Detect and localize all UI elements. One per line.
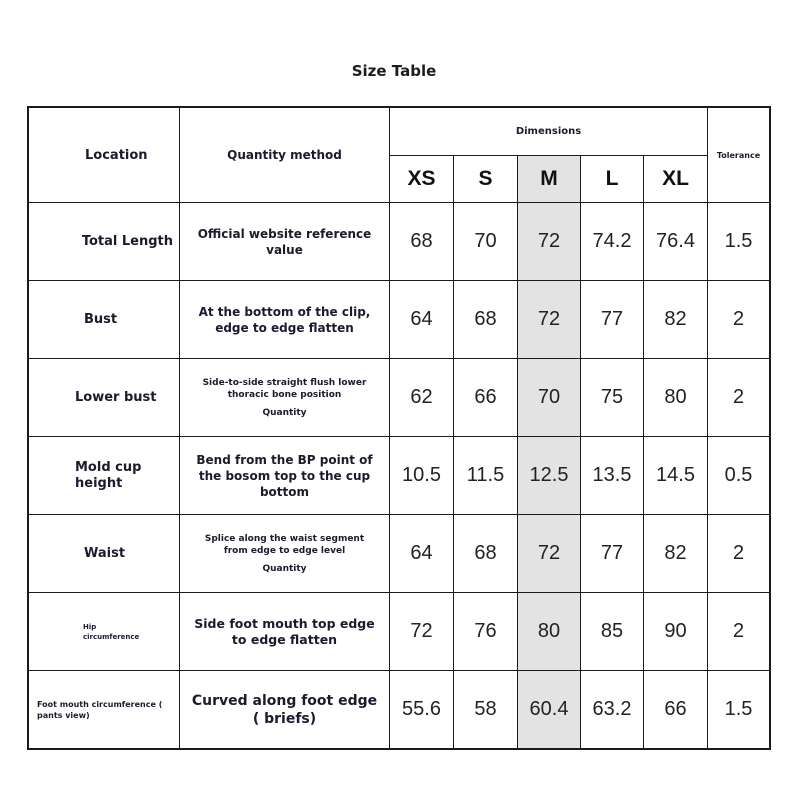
row-waist-tolerance: 2 xyxy=(708,515,769,593)
row-hip-xs: 72 xyxy=(390,593,454,671)
header-location xyxy=(29,108,180,203)
row-mold-cup-m: 12.5 xyxy=(518,437,581,515)
row-bust-xl: 82 xyxy=(644,281,708,359)
row-total-length-tolerance: 1.5 xyxy=(708,203,769,281)
row-hip-method xyxy=(180,593,390,671)
row-foot-mouth-tolerance: 1.5 xyxy=(724,698,753,720)
row-foot-mouth-m: 60.4 xyxy=(518,671,581,748)
page-title: Size Table xyxy=(351,62,437,80)
row-total-length-l: 74.2 xyxy=(581,203,644,281)
row-foot-mouth-location-text: Foot mouth circumference ( pants view) xyxy=(37,699,163,720)
row-total-length-s: 70 xyxy=(454,203,518,281)
header-size-m: M xyxy=(518,156,581,203)
row-lower-bust-location: Lower bust xyxy=(29,359,180,437)
row-total-length-xl: 76.4 xyxy=(644,203,708,281)
row-waist-method-text: Splice along the waist segment from edge to edge level xyxy=(204,533,365,556)
row-waist-location: Waist xyxy=(29,515,180,593)
row-waist-xs: 64 xyxy=(390,515,454,593)
header-size-xs: XS xyxy=(390,156,454,203)
row-bust-m: 72 xyxy=(518,281,581,359)
row-waist-m: 72 xyxy=(518,515,581,593)
row-lower-bust-m: 70 xyxy=(518,359,581,437)
header-location-label: Location xyxy=(85,147,148,163)
row-mold-cup-s: 11.5 xyxy=(454,437,518,515)
row-lower-bust-tolerance: 2 xyxy=(708,359,769,437)
row-hip-location xyxy=(29,593,180,671)
row-mold-cup-xs: 10.5 xyxy=(390,437,454,515)
row-mold-cup-l: 13.5 xyxy=(581,437,644,515)
header-size-l: L xyxy=(581,156,644,203)
row-mold-cup-xl: 14.5 xyxy=(644,437,708,515)
row-mold-cup-method-text: Bend from the BP point of the bosom top to the cup bottom xyxy=(196,452,373,499)
row-bust-location: Bust xyxy=(29,281,180,359)
row-bust-tolerance: 2 xyxy=(708,281,769,359)
row-bust-xs: 64 xyxy=(390,281,454,359)
row-mold-cup-location-text: Mold cup height xyxy=(75,459,142,491)
row-hip-location-text: Hip circumference xyxy=(83,622,140,641)
header-dimensions-label: Dimensions xyxy=(515,126,582,137)
row-waist-s: 68 xyxy=(454,515,518,593)
row-hip-l: 85 xyxy=(581,593,644,671)
row-bust-method-text: At the bottom of the clip, edge to edge flatten xyxy=(198,304,371,335)
row-foot-mouth-method-text: Curved along foot edge ( briefs) xyxy=(191,692,378,727)
row-total-length-method-text: Official website reference value xyxy=(197,226,372,257)
row-waist-method xyxy=(180,515,390,593)
header-tolerance-label: Tolerance xyxy=(716,150,761,160)
row-total-length-m: 72 xyxy=(518,203,581,281)
header-dimensions xyxy=(390,108,708,156)
row-bust-l: 77 xyxy=(581,281,644,359)
row-total-length-xs: 68 xyxy=(390,203,454,281)
row-hip-tolerance: 2 xyxy=(708,593,769,671)
row-lower-bust-xl: 80 xyxy=(644,359,708,437)
row-hip-m: 80 xyxy=(518,593,581,671)
row-mold-cup-method xyxy=(180,437,390,515)
row-foot-mouth-xl: 66 xyxy=(644,671,708,748)
row-mold-cup-tolerance: 0.5 xyxy=(708,437,769,515)
header-size-xl: XL xyxy=(644,156,708,203)
row-lower-bust-method xyxy=(180,359,390,437)
row-total-length-location: Total Length xyxy=(29,203,180,281)
row-foot-mouth-xs: 55.6 xyxy=(390,671,454,748)
row-lower-bust-method-text: Side-to-side straight flush lower thoracic bone position xyxy=(202,377,367,400)
header-size-s: S xyxy=(454,156,518,203)
row-foot-mouth-location xyxy=(29,671,180,748)
row-foot-mouth-l: 63.2 xyxy=(581,671,644,748)
row-hip-s: 76 xyxy=(454,593,518,671)
row-waist-xl: 82 xyxy=(644,515,708,593)
row-bust-method xyxy=(180,281,390,359)
header-method-label: Quantity method xyxy=(227,148,342,162)
row-hip-method-text: Side foot mouth top edge to edge flatten xyxy=(194,615,375,647)
row-waist-method-note: Quantity xyxy=(262,563,307,574)
row-lower-bust-s: 66 xyxy=(454,359,518,437)
row-lower-bust-l: 75 xyxy=(581,359,644,437)
header-tolerance xyxy=(708,108,769,203)
row-hip-xl: 90 xyxy=(644,593,708,671)
row-foot-mouth-s: 58 xyxy=(454,671,518,748)
row-lower-bust-method-note: Quantity xyxy=(262,407,307,418)
row-total-length-method xyxy=(180,203,390,281)
header-method xyxy=(180,108,390,203)
row-bust-s: 68 xyxy=(454,281,518,359)
row-foot-mouth-method xyxy=(180,671,390,748)
row-mold-cup-location xyxy=(29,437,180,515)
size-table xyxy=(27,106,771,750)
row-waist-l: 77 xyxy=(581,515,644,593)
row-lower-bust-xs: 62 xyxy=(390,359,454,437)
